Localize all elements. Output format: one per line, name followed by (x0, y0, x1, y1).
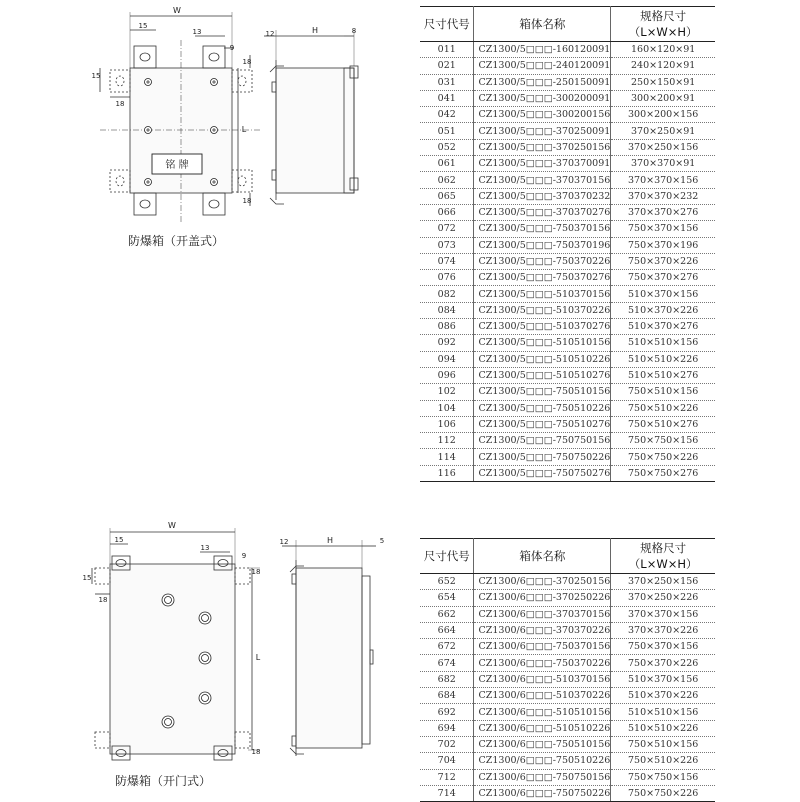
size-code-cell: 011 (420, 42, 474, 58)
size-code-cell: 714 (420, 785, 474, 801)
size-code-cell: 684 (420, 688, 474, 704)
size-code-cell: 712 (420, 769, 474, 785)
table-row (420, 302, 715, 318)
spec-size-cell: 510×510×156 (611, 704, 715, 720)
box-name-cell: CZ1300/6□□□-750370226 (474, 655, 611, 671)
size-code-cell: 076 (420, 270, 474, 286)
box-name-cell: CZ1300/5□□□-750370276 (474, 270, 611, 286)
table-row (420, 156, 715, 172)
box-name-cell: CZ1300/5□□□-750510156 (474, 384, 611, 400)
spec-size-cell: 510×370×156 (611, 671, 715, 687)
size-code-cell: 086 (420, 319, 474, 335)
dim-9-label: 9 (241, 552, 247, 560)
size-code-cell: 652 (420, 574, 474, 590)
dim-18-label: 18 (251, 568, 261, 576)
size-code-cell: 096 (420, 367, 474, 383)
spec-size-cell: 370×370×232 (611, 188, 715, 204)
spec-size-cell: 510×370×156 (611, 286, 715, 302)
spec-size-cell: 750×370×276 (611, 270, 715, 286)
size-code-cell: 061 (420, 156, 474, 172)
spec-size-cell: 510×510×276 (611, 367, 715, 383)
table-row (420, 90, 715, 106)
dim-w-label: W (173, 6, 181, 15)
box-name-cell: CZ1300/5□□□-370370276 (474, 204, 611, 220)
table-row (420, 172, 715, 188)
dim-13-label: 13 (192, 28, 202, 36)
table-row (420, 139, 715, 155)
size-code-cell: 106 (420, 416, 474, 432)
spec-size-cell: 750×510×226 (611, 753, 715, 769)
open-lid-caption: 防爆箱（开盖式） (128, 234, 225, 248)
table-row (420, 449, 715, 465)
box-name-cell: CZ1300/6□□□-750510226 (474, 753, 611, 769)
box-name-cell: CZ1300/6□□□-510510226 (474, 720, 611, 736)
spec-size-cell: 300×200×156 (611, 107, 715, 123)
table-row (420, 688, 715, 704)
box-name-cell: CZ1300/5□□□-300200091 (474, 90, 611, 106)
table-row (420, 704, 715, 720)
dim-18-bottom-label: 18 (242, 197, 252, 205)
col-header-spec: 规格尺寸（L×W×H） (611, 7, 715, 42)
table-row (420, 204, 715, 220)
box-name-cell: CZ1300/5□□□-750370156 (474, 221, 611, 237)
table-row (420, 639, 715, 655)
spec-size-cell: 250×150×91 (611, 74, 715, 90)
size-code-cell: 041 (420, 90, 474, 106)
dim-h-label: H (311, 26, 319, 35)
table-row (420, 367, 715, 383)
box-name-cell: CZ1300/6□□□-370370156 (474, 606, 611, 622)
dim-15-label: 15 (138, 22, 148, 30)
box-name-cell: CZ1300/6□□□-370250156 (474, 574, 611, 590)
dim-15-label: 15 (114, 536, 124, 544)
box-name-cell: CZ1300/5□□□-510370156 (474, 286, 611, 302)
size-code-cell: 694 (420, 720, 474, 736)
size-code-cell: 672 (420, 639, 474, 655)
spec-size-cell: 750×750×226 (611, 785, 715, 801)
table-row (420, 465, 715, 481)
box-name-cell: CZ1300/5□□□-370370091 (474, 156, 611, 172)
nameplate-label: 铭 牌 (165, 160, 189, 171)
spec-size-cell: 370×250×226 (611, 590, 715, 606)
size-code-cell: 114 (420, 449, 474, 465)
size-code-cell: 102 (420, 384, 474, 400)
dim-l-label: L (255, 653, 261, 662)
door-type-caption: 防爆箱（开门式） (115, 774, 212, 788)
box-name-cell: CZ1300/5□□□-510510226 (474, 351, 611, 367)
table-row (420, 655, 715, 671)
size-code-cell: 094 (420, 351, 474, 367)
size-code-cell: 051 (420, 123, 474, 139)
size-code-cell: 662 (420, 606, 474, 622)
box-name-cell: CZ1300/5□□□-370370156 (474, 172, 611, 188)
spec-size-cell: 300×200×91 (611, 90, 715, 106)
table-row (420, 253, 715, 269)
box-name-cell: CZ1300/6□□□-370370226 (474, 622, 611, 638)
col-header-spec: 规格尺寸（L×W×H） (611, 539, 715, 574)
spec-size-cell: 370×370×226 (611, 622, 715, 638)
size-code-cell: 702 (420, 736, 474, 752)
box-name-cell: CZ1300/5□□□-750750226 (474, 449, 611, 465)
dim-h-label: H (326, 536, 334, 545)
spec-size-cell: 750×750×276 (611, 465, 715, 481)
size-code-cell: 052 (420, 139, 474, 155)
dim-13-label: 13 (200, 544, 210, 552)
table-row (420, 785, 715, 801)
door-type-box-drawing (0, 510, 400, 770)
size-code-cell: 065 (420, 188, 474, 204)
box-name-cell: CZ1300/6□□□-510510156 (474, 704, 611, 720)
size-code-cell: 092 (420, 335, 474, 351)
door-type-spec-table (420, 538, 715, 802)
table-row (420, 400, 715, 416)
table-row (420, 188, 715, 204)
spec-size-cell: 370×250×156 (611, 139, 715, 155)
dim-18-label: 18 (242, 58, 252, 66)
spec-size-cell: 750×370×226 (611, 253, 715, 269)
col-header-name: 箱体名称 (474, 539, 611, 574)
size-code-cell: 062 (420, 172, 474, 188)
spec-size-cell: 750×750×156 (611, 769, 715, 785)
table-row (420, 736, 715, 752)
box-name-cell: CZ1300/5□□□-370370232 (474, 188, 611, 204)
table-row (420, 237, 715, 253)
spec-size-cell: 370×370×91 (611, 156, 715, 172)
spec-size-cell: 510×510×156 (611, 335, 715, 351)
box-name-cell: CZ1300/5□□□-750750156 (474, 433, 611, 449)
dim-15-side-label: 15 (91, 72, 101, 80)
box-name-cell: CZ1300/6□□□-750750226 (474, 785, 611, 801)
open-lid-spec-table (420, 6, 715, 482)
spec-size-cell: 510×370×276 (611, 319, 715, 335)
spec-size-cell: 750×370×156 (611, 221, 715, 237)
size-code-cell: 116 (420, 465, 474, 481)
box-name-cell: CZ1300/5□□□-250150091 (474, 74, 611, 90)
box-name-cell: CZ1300/5□□□-510370276 (474, 319, 611, 335)
size-code-cell: 112 (420, 433, 474, 449)
spec-size-cell: 750×370×226 (611, 655, 715, 671)
table-row (420, 590, 715, 606)
table-row (420, 606, 715, 622)
spec-size-cell: 750×510×156 (611, 736, 715, 752)
table-row (420, 123, 715, 139)
box-name-cell: CZ1300/5□□□-750370226 (474, 253, 611, 269)
table-row (420, 622, 715, 638)
spec-size-cell: 750×750×226 (611, 449, 715, 465)
box-name-cell: CZ1300/5□□□-300200156 (474, 107, 611, 123)
open-lid-box-drawing (0, 0, 400, 250)
box-name-cell: CZ1300/6□□□-750510156 (474, 736, 611, 752)
spec-size-cell: 370×370×276 (611, 204, 715, 220)
spec-size-cell: 750×510×156 (611, 384, 715, 400)
dim-l-label: L (241, 125, 247, 134)
size-code-cell: 021 (420, 58, 474, 74)
box-name-cell: CZ1300/6□□□-750370156 (474, 639, 611, 655)
box-name-cell: CZ1300/6□□□-750750156 (474, 769, 611, 785)
size-code-cell: 072 (420, 221, 474, 237)
dim-18-side-label: 18 (98, 596, 108, 604)
box-name-cell: CZ1300/6□□□-510370156 (474, 671, 611, 687)
box-name-cell: CZ1300/5□□□-240120091 (474, 58, 611, 74)
dim-18-bottom-label: 18 (251, 748, 261, 756)
box-name-cell: CZ1300/5□□□-750370196 (474, 237, 611, 253)
size-code-cell: 082 (420, 286, 474, 302)
box-name-cell: CZ1300/6□□□-370250226 (474, 590, 611, 606)
spec-size-cell: 750×750×156 (611, 433, 715, 449)
size-code-cell: 682 (420, 671, 474, 687)
col-header-name: 箱体名称 (474, 7, 611, 42)
size-code-cell: 042 (420, 107, 474, 123)
box-name-cell: CZ1300/5□□□-750510276 (474, 416, 611, 432)
box-name-cell: CZ1300/5□□□-510370226 (474, 302, 611, 318)
table-row (420, 58, 715, 74)
table-row (420, 351, 715, 367)
table-row (420, 574, 715, 590)
table-row (420, 270, 715, 286)
box-name-cell: CZ1300/5□□□-510510276 (474, 367, 611, 383)
size-code-cell: 104 (420, 400, 474, 416)
size-code-cell: 074 (420, 253, 474, 269)
spec-size-cell: 750×370×156 (611, 639, 715, 655)
spec-size-cell: 510×370×226 (611, 688, 715, 704)
col-header-code: 尺寸代号 (420, 7, 474, 42)
spec-size-cell: 370×370×156 (611, 172, 715, 188)
size-code-cell: 084 (420, 302, 474, 318)
spec-size-cell: 370×370×156 (611, 606, 715, 622)
box-name-cell: CZ1300/5□□□-750510226 (474, 400, 611, 416)
size-code-cell: 654 (420, 590, 474, 606)
dim-w-label: W (168, 521, 176, 530)
dim-9-label: 9 (229, 44, 235, 52)
dim-8-label: 8 (351, 27, 357, 35)
table-row (420, 384, 715, 400)
box-name-cell: CZ1300/5□□□-750750276 (474, 465, 611, 481)
spec-size-cell: 750×510×226 (611, 400, 715, 416)
spec-size-cell: 240×120×91 (611, 58, 715, 74)
dim-5-label: 5 (379, 537, 385, 545)
spec-size-cell: 750×510×276 (611, 416, 715, 432)
table-row (420, 319, 715, 335)
table-row (420, 416, 715, 432)
box-name-cell: CZ1300/6□□□-510370226 (474, 688, 611, 704)
table-row (420, 671, 715, 687)
table-row (420, 74, 715, 90)
dim-12-label: 12 (265, 30, 275, 38)
box-name-cell: CZ1300/5□□□-370250156 (474, 139, 611, 155)
table-row (420, 42, 715, 58)
size-code-cell: 692 (420, 704, 474, 720)
spec-size-cell: 160×120×91 (611, 42, 715, 58)
spec-size-cell: 510×370×226 (611, 302, 715, 318)
dim-12-label: 12 (279, 538, 289, 546)
size-code-cell: 704 (420, 753, 474, 769)
table-row (420, 335, 715, 351)
size-code-cell: 664 (420, 622, 474, 638)
table-row (420, 107, 715, 123)
spec-size-cell: 370×250×91 (611, 123, 715, 139)
dim-15-side-label: 15 (82, 574, 92, 582)
box-name-cell: CZ1300/5□□□-510510156 (474, 335, 611, 351)
table-row (420, 286, 715, 302)
spec-size-cell: 370×250×156 (611, 574, 715, 590)
table-row (420, 720, 715, 736)
size-code-cell: 073 (420, 237, 474, 253)
size-code-cell: 674 (420, 655, 474, 671)
spec-size-cell: 510×510×226 (611, 351, 715, 367)
table-row (420, 433, 715, 449)
spec-size-cell: 750×370×196 (611, 237, 715, 253)
box-name-cell: CZ1300/5□□□-160120091 (474, 42, 611, 58)
box-name-cell: CZ1300/5□□□-370250091 (474, 123, 611, 139)
size-code-cell: 031 (420, 74, 474, 90)
dim-18-side-label: 18 (115, 100, 125, 108)
spec-size-cell: 510×510×226 (611, 720, 715, 736)
col-header-code: 尺寸代号 (420, 539, 474, 574)
table-row (420, 753, 715, 769)
size-code-cell: 066 (420, 204, 474, 220)
table-row (420, 769, 715, 785)
table-row (420, 221, 715, 237)
